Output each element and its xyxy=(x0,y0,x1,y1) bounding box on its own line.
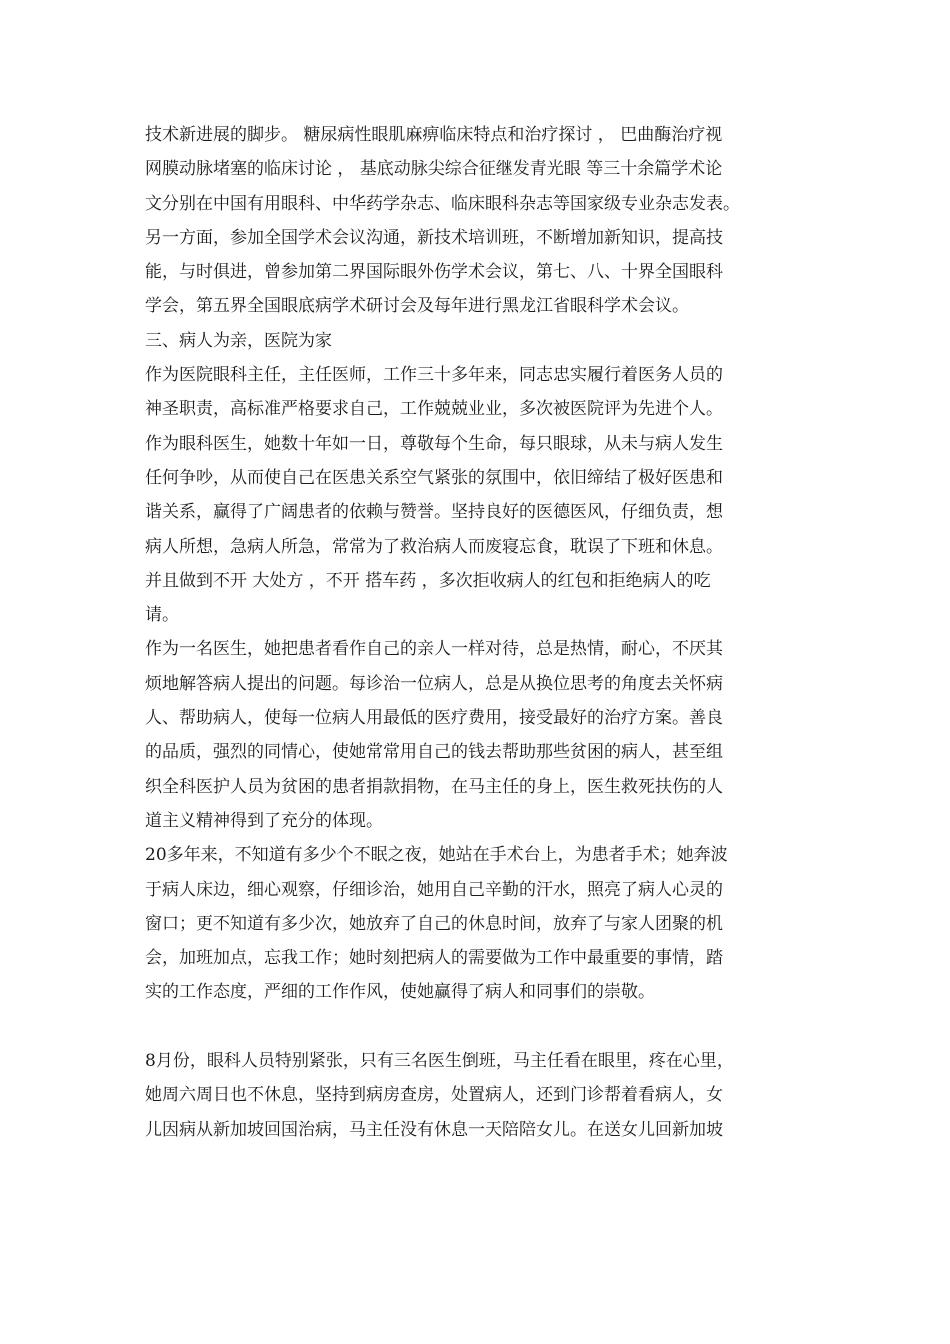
text-line: 织全科医护人员为贫困的患者捐款捐物，在马主任的身上，医生救死扶伤的人 xyxy=(145,776,723,797)
text-line: 病人所想，急病人所急，常常为了救治病人而废寝忘食，耽误了下班和休息。 xyxy=(145,536,723,557)
text-line: 她周六周日也不休息，坚持到病房查房，处置病人，还到门诊帮着看病人，女 xyxy=(145,1085,723,1106)
text-line: 谐关系，赢得了广阔患者的依赖与赞誉。坚持良好的医德医风，仔细负责，想 xyxy=(145,502,723,523)
text-line: 能，与时俱进，曾参加第二界国际眼外伤学术会议，第七、八、十界全国眼科 xyxy=(145,262,723,283)
text-line: 文分别在中国有用眼科、中华药学杂志、临床眼科杂志等国家级专业杂志发表。 xyxy=(145,193,740,214)
text-line: 任何争吵，从而使自己在医患关系空气紧张的氛围中，依旧缔结了极好医患和 xyxy=(145,467,723,488)
text-line: 道主义精神得到了充分的体现。 xyxy=(145,810,383,831)
text-line: 的品质，强烈的同情心，使她常常用自己的钱去帮助那些贫困的病人，甚至组 xyxy=(145,742,723,763)
section-heading: 三、病人为亲，医院为家 xyxy=(145,330,332,351)
text-line: 作为眼科医生，她数十年如一日，尊敬每个生命，每只眼球，从未与病人发生 xyxy=(145,433,723,454)
text-line: 20多年来，不知道有多少个不眠之夜，她站在手术台上，为患者手术；她奔波 xyxy=(145,845,728,866)
text-line: 作为医院眼科主任，主任医师，工作三十多年来，同志忠实履行着医务人员的 xyxy=(145,365,723,386)
text-line: 网膜动脉堵塞的临床讨论 ， 基底动脉尖综合征继发青光眼 等三十余篇学术论 xyxy=(145,159,723,180)
text-line: 实的工作态度，严细的工作作风，使她赢得了病人和同事们的崇敬。 xyxy=(145,982,655,1003)
text-line: 并且做到不开 大处方 ，不开 搭车药 ，多次拒收病人的红包和拒绝病人的吃 xyxy=(145,570,711,591)
text-line: 会，加班加点，忘我工作；她时刻把病人的需要做为工作中最重要的事情，踏 xyxy=(145,948,723,969)
text-line: 请。 xyxy=(145,605,179,626)
text-line: 另一方面，参加全国学术会议沟通，新技术培训班，不断增加新知识，提高技 xyxy=(145,227,723,248)
text-line: 于病人床边，细心观察，仔细诊治，她用自己辛勤的汗水，照亮了病人心灵的 xyxy=(145,879,723,900)
text-line: 作为一名医生，她把患者看作自己的亲人一样对待，总是热情，耐心，不厌其 xyxy=(145,639,723,660)
text-line: 烦地解答病人提出的问题。每诊治一位病人，总是从换位思考的角度去关怀病 xyxy=(145,673,723,694)
text-line: 窗口；更不知道有多少次，她放弃了自己的休息时间，放弃了与家人团聚的机 xyxy=(145,913,723,934)
text-line: 技术新进展的脚步。 糖尿病性眼肌麻痹临床特点和治疗探讨 ， 巴曲酶治疗视 xyxy=(145,125,723,145)
text-line: 8月份，眼科人员特别紧张，只有三名医生倒班，马主任看在眼里，疼在心里， xyxy=(145,1051,734,1072)
text-line: 儿因病从新加坡回国治病，马主任没有休息一天陪陪女儿。在送女儿回新加坡 xyxy=(145,1119,723,1140)
text-line: 神圣职责，高标准严格要求自己，工作兢兢业业，多次被医院评为先进个人。 xyxy=(145,399,723,420)
body-text xyxy=(145,118,810,1147)
paragraph-gap xyxy=(145,1010,810,1044)
text-line: 学会，第五界全国眼底病学术研讨会及每年进行黑龙江省眼科学术会议。 xyxy=(145,296,689,317)
text-line: 人、帮助病人，使每一位病人用最低的医疗费用，接受最好的治疗方案。善良 xyxy=(145,708,723,729)
